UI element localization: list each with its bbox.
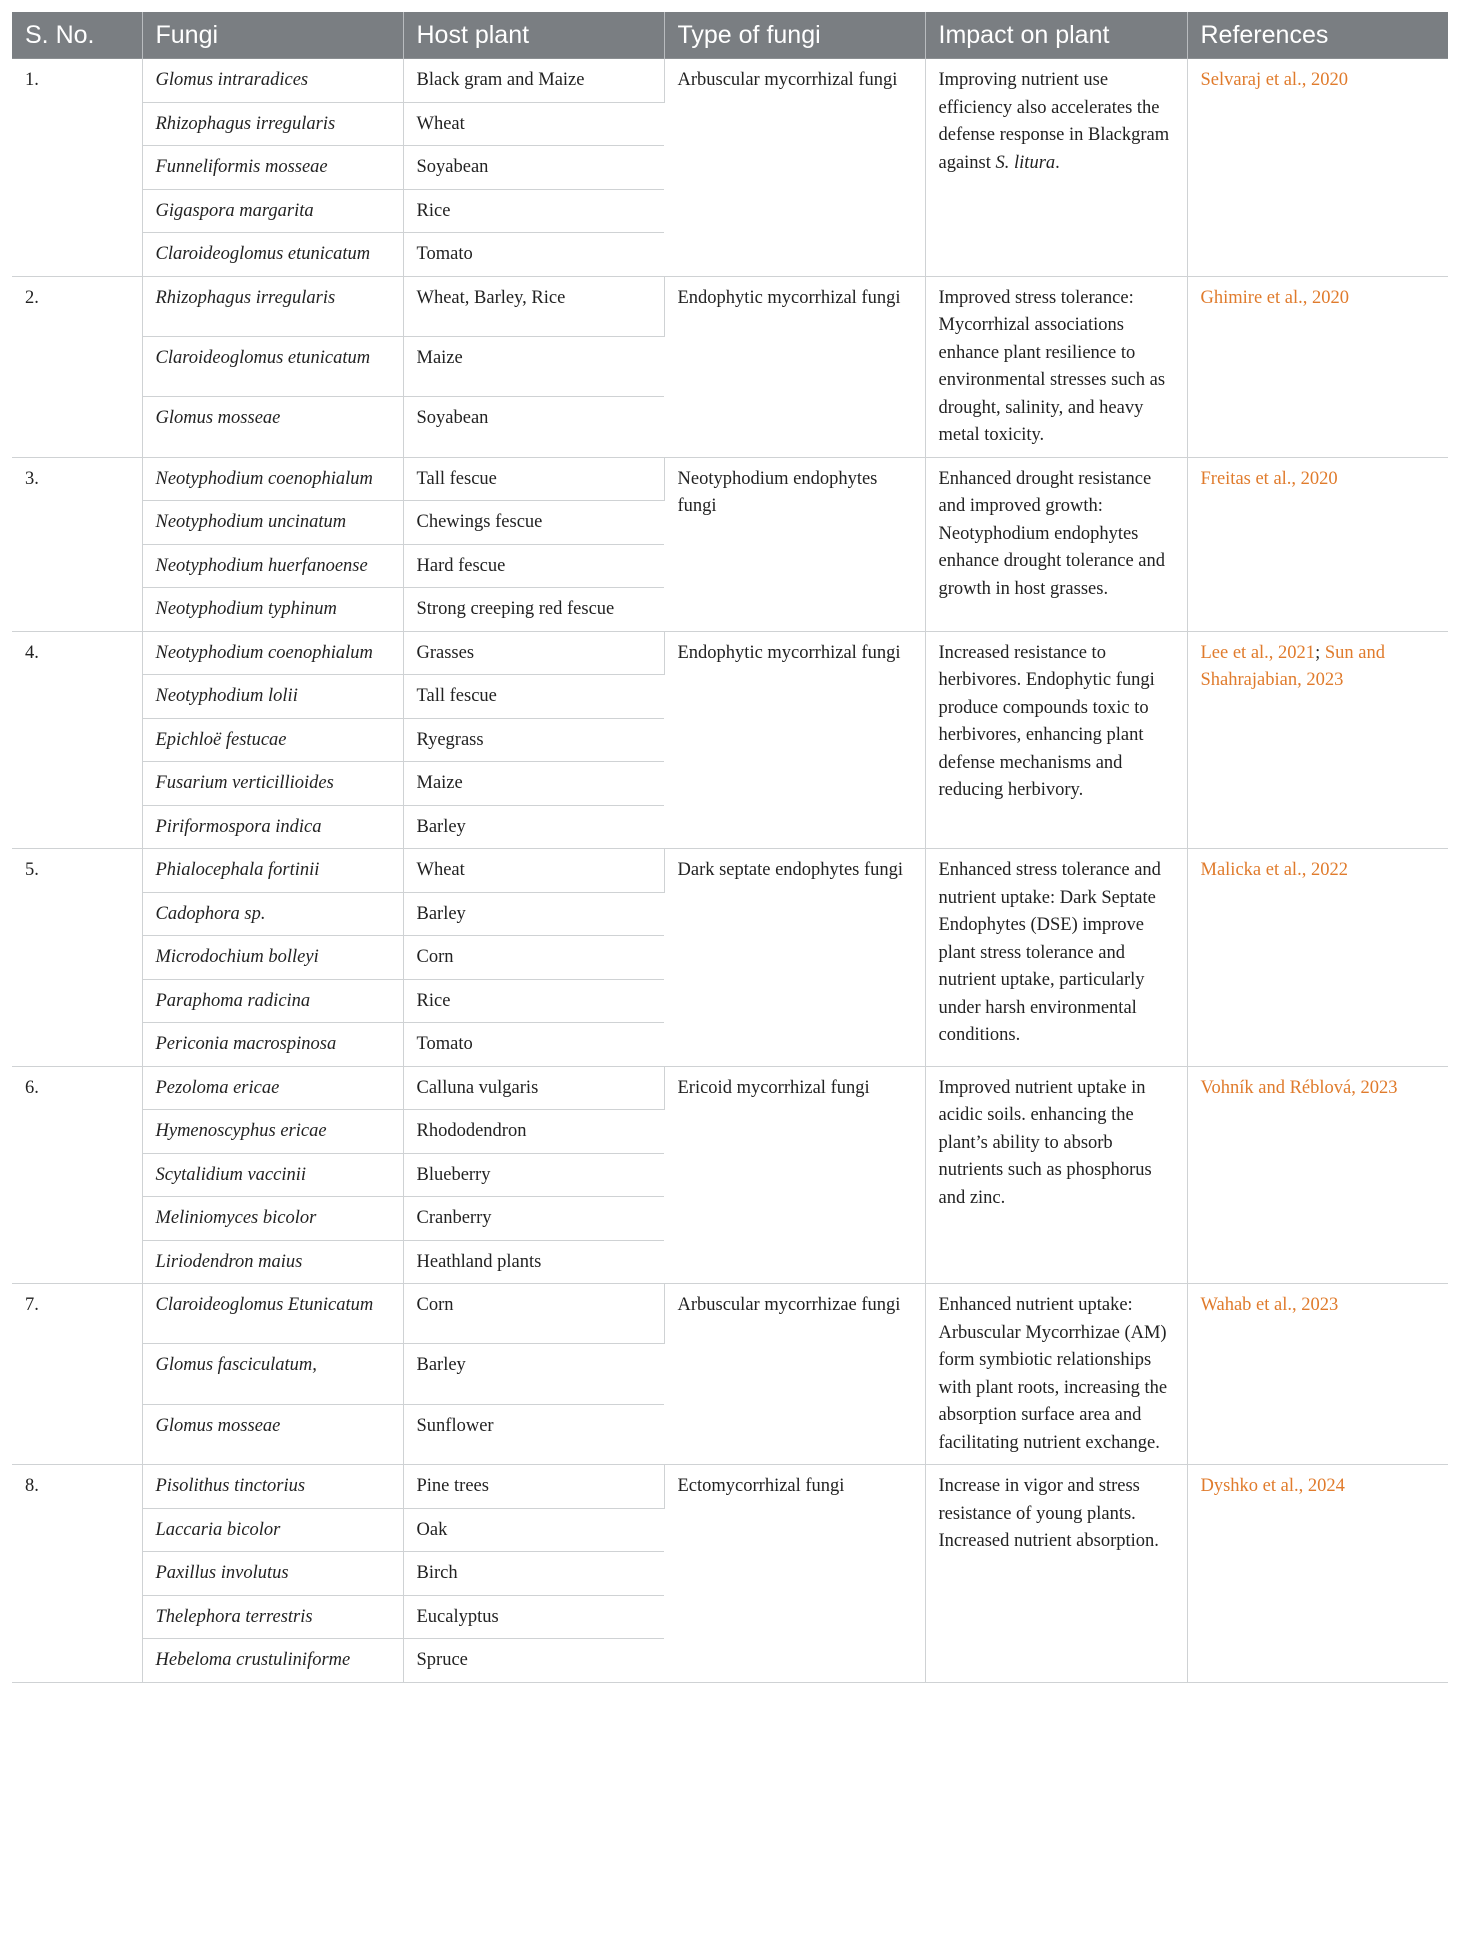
host-plant-cell: Birch <box>403 1552 664 1596</box>
table-row <box>12 849 1448 893</box>
fungi-type-cell: Ericoid mycorrhizal fungi <box>664 1066 925 1284</box>
host-plant-cell: Spruce <box>403 1639 664 1683</box>
impact-cell: Increased resistance to herbivores. Endophytic fungi produce compounds toxic to herbivores, enhancing plant defense mechanisms and reducing herbivory. <box>925 631 1187 849</box>
table-body <box>12 59 1448 1683</box>
impact-cell: Improved stress tolerance: Mycorrhizal associations enhance plant resilience to environmental stresses such as drought, salinity, and heavy metal toxicity. <box>925 276 1187 457</box>
table-row <box>12 1465 1448 1509</box>
fungi-cell: Meliniomyces bicolor <box>142 1197 403 1241</box>
fungi-cell: Paxillus involutus <box>142 1552 403 1596</box>
fungi-cell: Pisolithus tinctorius <box>142 1465 403 1509</box>
host-plant-cell: Tall fescue <box>403 675 664 719</box>
table-row <box>12 457 1448 501</box>
fungi-cell: Gigaspora margarita <box>142 189 403 233</box>
references-cell <box>1187 457 1448 631</box>
host-plant-cell: Maize <box>403 336 664 396</box>
fungi-cell: Neotyphodium lolii <box>142 675 403 719</box>
fungi-cell: Phialocephala fortinii <box>142 849 403 893</box>
fungi-cell: Glomus mosseae <box>142 397 403 457</box>
impact-cell: Increase in vigor and stress resistance of young plants. Increased nutrient absorption. <box>925 1465 1187 1683</box>
fungi-cell: Hebeloma crustuliniforme <box>142 1639 403 1683</box>
reference-link[interactable]: Ghimire et al., 2020 <box>1200 287 1349 308</box>
fungi-cell: Laccaria bicolor <box>142 1508 403 1552</box>
header-type-of-fungi: Type of fungi <box>664 12 925 59</box>
host-plant-cell: Calluna vulgaris <box>403 1066 664 1110</box>
reference-link[interactable]: Wahab et al., 2023 <box>1200 1295 1339 1315</box>
reference-link[interactable]: Selvaraj et al., 2020 <box>1200 70 1348 90</box>
host-plant-cell: Pine trees <box>403 1465 664 1509</box>
table-container <box>12 12 1448 1683</box>
host-plant-cell: Barley <box>403 892 664 936</box>
fungi-type-cell: Neotyphodium endophytes fungi <box>664 457 925 631</box>
host-plant-cell: Barley <box>403 805 664 849</box>
host-plant-cell: Wheat <box>403 102 664 146</box>
host-plant-cell: Maize <box>403 762 664 806</box>
fungi-cell: Claroideoglomus etunicatum <box>142 233 403 277</box>
fungi-type-cell: Endophytic mycorrhizal fungi <box>664 276 925 457</box>
host-plant-cell: Rice <box>403 979 664 1023</box>
fungi-type-cell: Endophytic mycorrhizal fungi <box>664 631 925 849</box>
fungi-cell: Glomus intraradices <box>142 59 403 103</box>
fungi-cell: Glomus fasciculatum, <box>142 1344 403 1404</box>
impact-cell: Enhanced stress tolerance and nutrient uptake: Dark Septate Endophytes (DSE) improve plant stress tolerance and nutrient uptake, particularly under harsh environmental conditions. <box>925 849 1187 1067</box>
impact-cell: Improved nutrient uptake in acidic soils. enhancing the plant’s ability to absorb nutrients such as phosphorus and zinc. <box>925 1066 1187 1284</box>
reference-link[interactable]: Sun and Shahrajabian, 2023 <box>1200 642 1385 690</box>
fungi-cell: Glomus mosseae <box>142 1404 403 1464</box>
host-plant-cell: Tomato <box>403 1023 664 1067</box>
host-plant-cell: Chewings fescue <box>403 501 664 545</box>
impact-cell: Improving nutrient use efficiency also accelerates the defense response in Blackgram against S. litura. <box>925 59 1187 277</box>
reference-link[interactable]: Vohník and Réblová, 2023 <box>1200 1077 1398 1098</box>
fungi-cell: Paraphoma radicina <box>142 979 403 1023</box>
fungi-cell: Liriodendron maius <box>142 1240 403 1284</box>
host-plant-cell: Soyabean <box>403 146 664 190</box>
fungi-cell: Neotyphodium coenophialum <box>142 631 403 675</box>
fungi-cell: Hymenoscyphus ericae <box>142 1110 403 1154</box>
fungi-cell: Neotyphodium uncinatum <box>142 501 403 545</box>
header-impact: Impact on plant <box>925 12 1187 59</box>
fungi-type-cell: Arbuscular mycorrhizal fungi <box>664 59 925 277</box>
host-plant-cell: Hard fescue <box>403 544 664 588</box>
table-row <box>12 1284 1448 1344</box>
host-plant-cell: Ryegrass <box>403 718 664 762</box>
host-plant-cell: Corn <box>403 1284 664 1344</box>
fungi-cell: Thelephora terrestris <box>142 1595 403 1639</box>
serial-number-cell: 1. <box>12 59 142 277</box>
host-plant-cell: Barley <box>403 1344 664 1404</box>
fungi-cell: Pezoloma ericae <box>142 1066 403 1110</box>
host-plant-cell: Sunflower <box>403 1404 664 1464</box>
serial-number-cell: 6. <box>12 1066 142 1284</box>
table-header <box>12 12 1448 59</box>
header-sno: S. No. <box>12 12 142 59</box>
fungi-cell: Claroideoglomus etunicatum <box>142 336 403 396</box>
fungi-cell: Rhizophagus irregularis <box>142 102 403 146</box>
serial-number-cell: 3. <box>12 457 142 631</box>
header-fungi: Fungi <box>142 12 403 59</box>
fungi-cell: Neotyphodium typhinum <box>142 588 403 632</box>
host-plant-cell: Tomato <box>403 233 664 277</box>
references-cell <box>1187 1465 1448 1683</box>
serial-number-cell: 8. <box>12 1465 142 1683</box>
impact-cell: Enhanced drought resistance and improved growth: Neotyphodium endophytes enhance drought tolerance and growth in host grasses. <box>925 457 1187 631</box>
references-cell <box>1187 276 1448 457</box>
references-cell <box>1187 1066 1448 1284</box>
host-plant-cell: Cranberry <box>403 1197 664 1241</box>
host-plant-cell: Rice <box>403 189 664 233</box>
host-plant-cell: Tall fescue <box>403 457 664 501</box>
fungi-table <box>12 12 1448 1683</box>
fungi-type-cell: Arbuscular mycorrhizae fungi <box>664 1284 925 1465</box>
fungi-cell: Periconia macrospinosa <box>142 1023 403 1067</box>
host-plant-cell: Black gram and Maize <box>403 59 664 103</box>
host-plant-cell: Wheat <box>403 849 664 893</box>
references-cell <box>1187 59 1448 277</box>
fungi-cell: Scytalidium vaccinii <box>142 1153 403 1197</box>
reference-link[interactable]: Dyshko et al., 2024 <box>1200 1476 1345 1496</box>
serial-number-cell: 7. <box>12 1284 142 1465</box>
host-plant-cell: Soyabean <box>403 397 664 457</box>
header-references: References <box>1187 12 1448 59</box>
header-row <box>12 12 1448 59</box>
references-cell <box>1187 1284 1448 1465</box>
references-cell <box>1187 849 1448 1067</box>
fungi-cell: Epichloë festucae <box>142 718 403 762</box>
host-plant-cell: Blueberry <box>403 1153 664 1197</box>
reference-link[interactable]: Malicka et al., 2022 <box>1200 860 1348 880</box>
fungi-type-cell: Ectomycorrhizal fungi <box>664 1465 925 1683</box>
host-plant-cell: Eucalyptus <box>403 1595 664 1639</box>
host-plant-cell: Grasses <box>403 631 664 675</box>
fungi-cell: Cadophora sp. <box>142 892 403 936</box>
references-cell: Lee et al., 2021; Sun and Shahrajabian, 2023 <box>1187 631 1448 849</box>
host-plant-cell: Rhododendron <box>403 1110 664 1154</box>
fungi-cell: Neotyphodium coenophialum <box>142 457 403 501</box>
serial-number-cell: 4. <box>12 631 142 849</box>
fungi-cell: Rhizophagus irregularis <box>142 276 403 336</box>
fungi-cell: Fusarium verticillioides <box>142 762 403 806</box>
fungi-cell: Piriformospora indica <box>142 805 403 849</box>
reference-link[interactable]: Lee et al., 2021 <box>1200 642 1316 663</box>
fungi-cell: Microdochium bolleyi <box>142 936 403 980</box>
serial-number-cell: 2. <box>12 276 142 457</box>
host-plant-cell: Wheat, Barley, Rice <box>403 276 664 336</box>
fungi-type-cell: Dark septate endophytes fungi <box>664 849 925 1067</box>
host-plant-cell: Heathland plants <box>403 1240 664 1284</box>
header-host-plant: Host plant <box>403 12 664 59</box>
fungi-cell: Funneliformis mosseae <box>142 146 403 190</box>
host-plant-cell: Corn <box>403 936 664 980</box>
table-row <box>12 59 1448 103</box>
reference-link[interactable]: Freitas et al., 2020 <box>1200 468 1338 489</box>
table-row <box>12 1066 1448 1110</box>
serial-number-cell: 5. <box>12 849 142 1067</box>
table-row <box>12 276 1448 336</box>
table-row <box>12 631 1448 675</box>
host-plant-cell: Strong creeping red fescue <box>403 588 664 632</box>
fungi-cell: Neotyphodium huerfanoense <box>142 544 403 588</box>
fungi-cell: Claroideoglomus Etunicatum <box>142 1284 403 1344</box>
impact-cell: Enhanced nutrient uptake: Arbuscular Mycorrhizae (AM) form symbiotic relationships with plant roots, increasing the absorption surface area and facilitating nutrient exchange. <box>925 1284 1187 1465</box>
host-plant-cell: Oak <box>403 1508 664 1552</box>
